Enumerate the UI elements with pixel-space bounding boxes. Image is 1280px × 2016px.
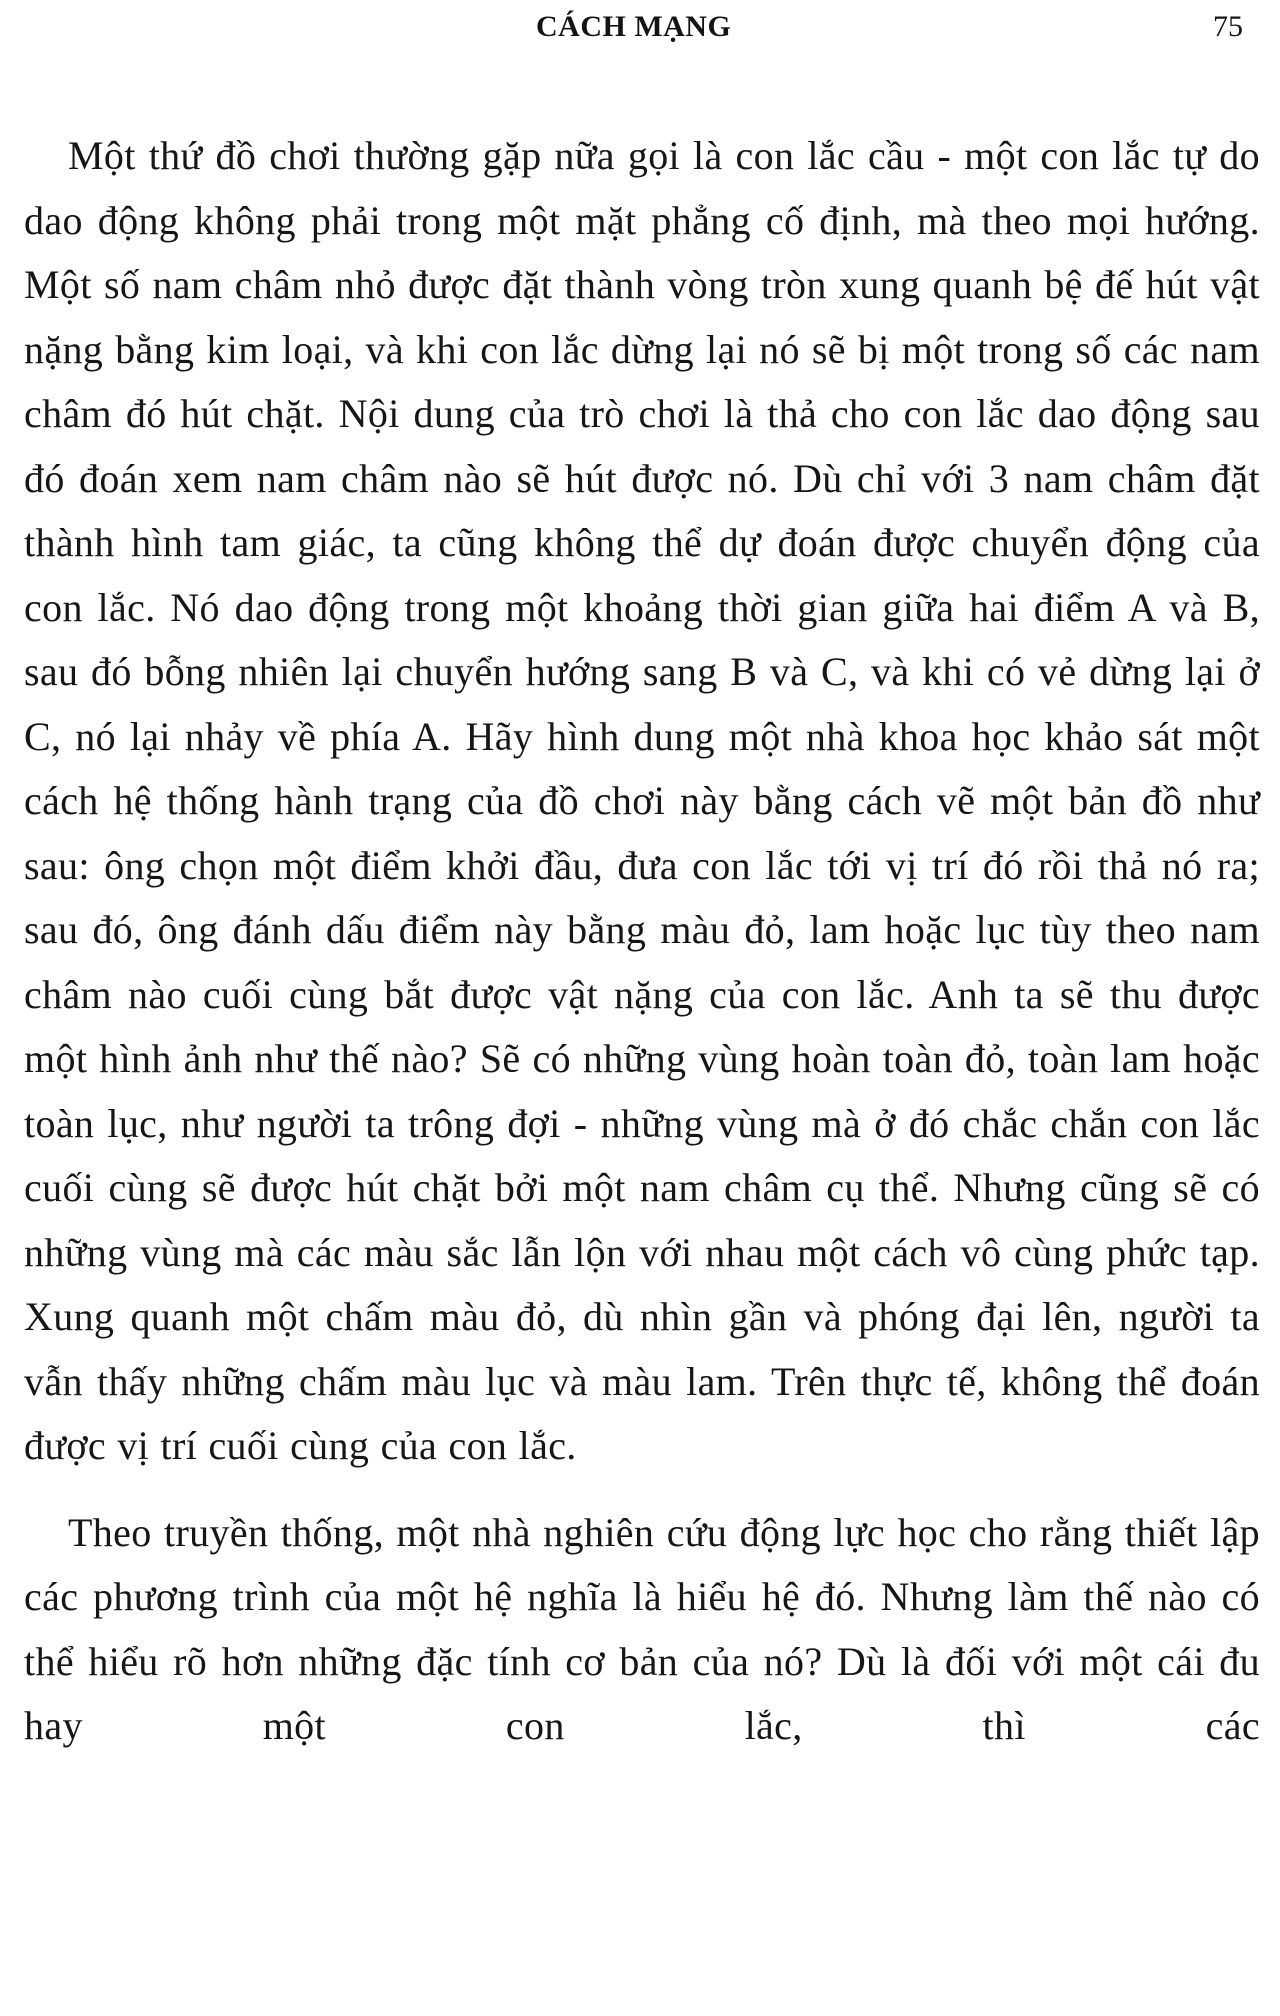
paragraph: Một thứ đồ chơi thường gặp nữa gọi là con lắc cầu - một con lắc tự do dao động không phải trong một mặt phẳng cố định, mà theo mọi hướng. Một số nam châm nhỏ được đặt thành vòng tròn xung quanh bệ đế hút vật nặng bằng kim loại, và khi con lắc dừng lại nó sẽ bị một trong số các nam châm đó hút chặt. Nội dung của trò chơi là thả cho con lắc dao động sau đó đoán xem nam châm nào sẽ hút được nó. Dù chỉ với 3 nam châm đặt thành hình tam giác, ta cũng không thể dự đoán được chuyển động của con lắc. Nó dao động trong một khoảng thời gian giữa hai điểm A và B, sau đó bỗng nhiên lại chuyển hướng sang B và C, và khi có vẻ dừng lại ở C, nó lại nhảy về phía A. Hãy hình dung một nhà khoa học khảo sát một cách hệ thống hành trạng của đồ chơi này bằng cách vẽ một bản đồ như sau: ông chọn một điểm khởi đầu, đưa con lắc tới vị trí đó rồi thả nó ra; sau đó, ông đánh dấu điểm này bằng màu đỏ, lam hoặc lục tùy theo nam châm nào cuối cùng bắt được vật nặng của con lắc. Anh ta sẽ thu được một hình ảnh như thế nào? Sẽ có những vùng hoàn toàn đỏ, toàn lam hoặc toàn lục, như người ta trông đợi - những vùng mà ở đó chắc chắn con lắc cuối cùng sẽ được hút chặt bởi một nam châm cụ thể. Nhưng cũng sẽ có những vùng mà các màu sắc lẫn lộn với nhau một cách vô cùng phức tạp. Xung quanh một chấm màu đỏ, dù nhìn gần và phóng đại lên, người ta vẫn thấy những chấm màu lục và màu lam. Trên thực tế, không thể đoán được vị trí cuối cùng của con lắc. (24, 133, 1260, 1468)
running-title: CÁCH MẠNG (536, 10, 732, 43)
running-head (0, 10, 1280, 50)
page-number: 75 (1213, 10, 1243, 43)
body-text (24, 124, 1260, 1759)
paragraph: Theo truyền thống, một nhà nghiên cứu động lực học cho rằng thiết lập các phương trình của một hệ nghĩa là hiểu hệ đó. Nhưng làm thế nào có thể hiểu rõ hơn những đặc tính cơ bản của nó? Dù là đối với một cái đu hay một con lắc, thì các (24, 1509, 1260, 1748)
